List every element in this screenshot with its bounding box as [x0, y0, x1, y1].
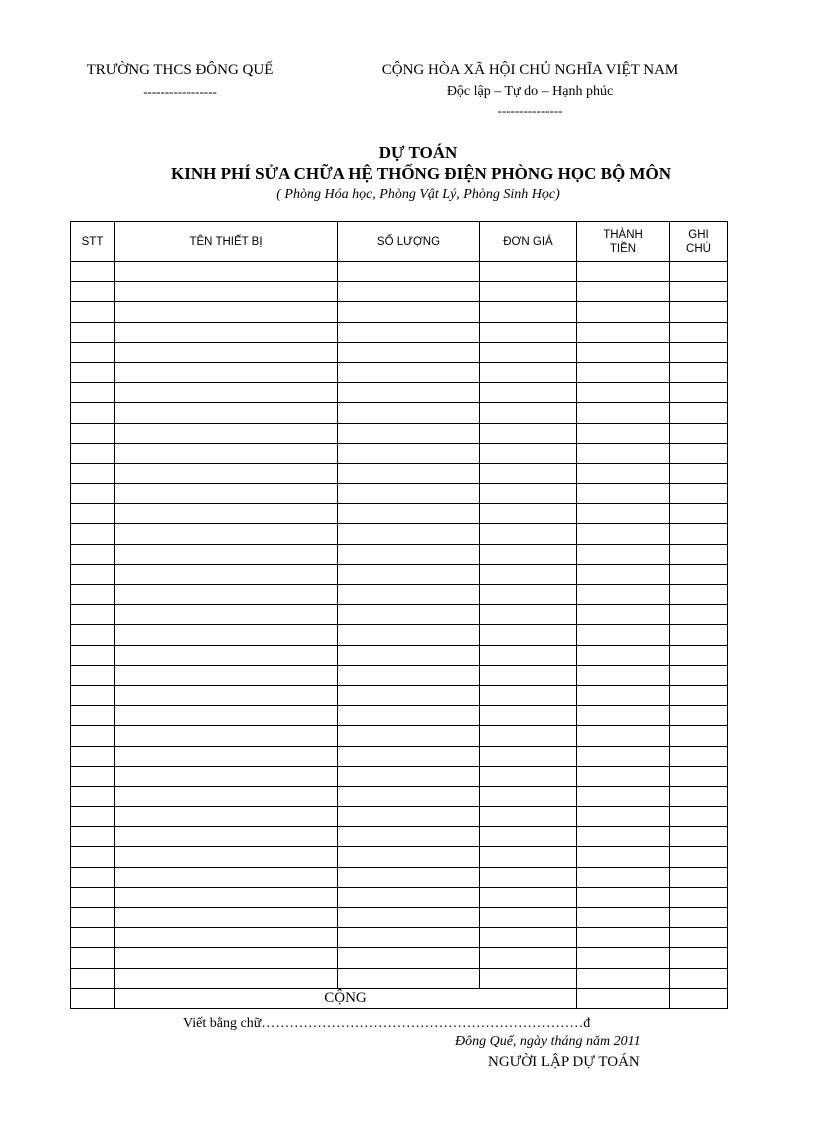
table-cell [338, 726, 480, 746]
table-cell [71, 605, 115, 625]
table-cell [670, 665, 728, 685]
col-header-amount-line2: TIỀN [609, 242, 637, 255]
table-cell [577, 827, 670, 847]
table-cell [670, 786, 728, 806]
total-amount-cell [577, 988, 670, 1008]
table-cell [577, 524, 670, 544]
table-cell [480, 302, 577, 322]
table-cell [670, 928, 728, 948]
table-cell [338, 544, 480, 564]
table-row [71, 504, 728, 524]
table-row [71, 706, 728, 726]
total-label: CỘNG [115, 988, 577, 1008]
table-cell [577, 564, 670, 584]
table-cell [480, 564, 577, 584]
table-row [71, 302, 728, 322]
table-cell [577, 867, 670, 887]
table-row [71, 544, 728, 564]
table-cell [577, 463, 670, 483]
table-cell [577, 706, 670, 726]
table-cell [480, 403, 577, 423]
table-cell [480, 625, 577, 645]
table-cell [115, 625, 338, 645]
table-cell [577, 383, 670, 403]
table-cell [71, 282, 115, 302]
amount-in-words: Viết bằng chữ……………………………………………………………đ [183, 1016, 591, 1031]
table-cell [338, 867, 480, 887]
table-cell [577, 887, 670, 907]
table-cell [480, 484, 577, 504]
table-cell [115, 766, 338, 786]
table-cell [115, 443, 338, 463]
table-cell [115, 908, 338, 928]
table-cell [670, 968, 728, 988]
document-title: DỰ TOÁN [378, 143, 458, 162]
table-cell [338, 342, 480, 362]
table-cell [480, 282, 577, 302]
table-cell [115, 887, 338, 907]
table-cell [71, 968, 115, 988]
table-row [71, 564, 728, 584]
table-cell [71, 544, 115, 564]
table-cell [115, 564, 338, 584]
table-cell [480, 766, 577, 786]
table-cell [115, 665, 338, 685]
table-row [71, 908, 728, 928]
col-header-price: ĐƠN GIÁ [480, 222, 577, 262]
school-name: TRƯỜNG THCS ĐÔNG QUẾ [86, 62, 274, 78]
table-cell [115, 726, 338, 746]
table-cell [480, 726, 577, 746]
table-cell [115, 342, 338, 362]
table-cell [670, 564, 728, 584]
table-cell [338, 948, 480, 968]
table-cell [577, 847, 670, 867]
table-cell [115, 645, 338, 665]
table-cell [338, 262, 480, 282]
table-row [71, 827, 728, 847]
table-cell [577, 807, 670, 827]
table-cell [338, 928, 480, 948]
table-cell [338, 685, 480, 705]
table-cell [480, 887, 577, 907]
table-row [71, 968, 728, 988]
table-cell [670, 423, 728, 443]
table-cell [670, 908, 728, 928]
table-cell [71, 706, 115, 726]
document-scope: ( Phòng Hóa học, Phòng Vật Lý, Phòng Sinh Học) [276, 187, 560, 202]
table-cell [115, 968, 338, 988]
table-cell [71, 726, 115, 746]
table-cell [480, 928, 577, 948]
table-cell [71, 847, 115, 867]
table-cell [670, 807, 728, 827]
table-cell [670, 524, 728, 544]
table-cell [480, 786, 577, 806]
table-row [71, 322, 728, 342]
table-cell [577, 302, 670, 322]
table-row [71, 342, 728, 362]
table-cell [338, 423, 480, 443]
table-cell [115, 544, 338, 564]
table-cell [577, 322, 670, 342]
table-header-row [71, 222, 728, 262]
table-cell [670, 342, 728, 362]
table-cell [115, 524, 338, 544]
table-cell [71, 746, 115, 766]
table-cell [670, 504, 728, 524]
col-header-amount [577, 222, 670, 262]
table-cell [670, 262, 728, 282]
table-cell [577, 544, 670, 564]
table-cell [338, 504, 480, 524]
table-cell [670, 645, 728, 665]
table-cell [577, 282, 670, 302]
table-cell [670, 282, 728, 302]
total-row [71, 988, 728, 1008]
table-cell [577, 504, 670, 524]
table-body [71, 262, 728, 989]
table-cell [577, 342, 670, 362]
table-cell [577, 968, 670, 988]
table-cell [480, 827, 577, 847]
table-cell [670, 605, 728, 625]
table-cell [670, 443, 728, 463]
table-cell [71, 504, 115, 524]
table-row [71, 948, 728, 968]
table-cell [480, 423, 577, 443]
table-cell [670, 948, 728, 968]
table-cell [115, 322, 338, 342]
table-cell [480, 605, 577, 625]
table-row [71, 928, 728, 948]
table-row [71, 746, 728, 766]
table-cell [338, 524, 480, 544]
table-row [71, 423, 728, 443]
table-row [71, 262, 728, 282]
table-cell [577, 665, 670, 685]
table-row [71, 867, 728, 887]
table-cell [115, 463, 338, 483]
table-row [71, 443, 728, 463]
table-cell [670, 887, 728, 907]
table-row [71, 403, 728, 423]
table-cell [71, 625, 115, 645]
table-cell [480, 524, 577, 544]
table-cell [71, 928, 115, 948]
table-cell [670, 766, 728, 786]
table-row [71, 282, 728, 302]
table-cell [577, 948, 670, 968]
table-cell [71, 362, 115, 382]
total-stt-cell [71, 988, 115, 1008]
table-cell [338, 443, 480, 463]
table-cell [338, 887, 480, 907]
table-cell [670, 322, 728, 342]
table-cell [670, 544, 728, 564]
table-cell [480, 362, 577, 382]
col-header-amount-line1: THÀNH [603, 228, 643, 241]
table-cell [115, 302, 338, 322]
signer-title: NGƯỜI LẬP DỰ TOÁN [488, 1054, 640, 1070]
table-cell [480, 706, 577, 726]
table-row [71, 605, 728, 625]
table-cell [338, 908, 480, 928]
table-cell [480, 322, 577, 342]
table-cell [480, 867, 577, 887]
table-cell [338, 484, 480, 504]
table-cell [577, 403, 670, 423]
table-cell [115, 948, 338, 968]
table-cell [115, 807, 338, 827]
table-row [71, 685, 728, 705]
table-cell [670, 867, 728, 887]
table-cell [71, 564, 115, 584]
motto-divider: --------------- [497, 103, 563, 118]
table-cell [338, 282, 480, 302]
table-cell [338, 645, 480, 665]
table-cell [71, 403, 115, 423]
table-row [71, 463, 728, 483]
table-cell [577, 786, 670, 806]
table-cell [338, 665, 480, 685]
table-cell [480, 968, 577, 988]
estimate-table [70, 221, 728, 1009]
table-cell [577, 685, 670, 705]
table-cell [577, 585, 670, 605]
table-cell [670, 302, 728, 322]
table-cell [71, 322, 115, 342]
table-row [71, 807, 728, 827]
table-cell [71, 807, 115, 827]
table-cell [71, 342, 115, 362]
table-row [71, 665, 728, 685]
table-cell [480, 685, 577, 705]
table-row [71, 726, 728, 746]
table-cell [115, 867, 338, 887]
table-cell [577, 908, 670, 928]
table-cell [338, 706, 480, 726]
table-cell [338, 847, 480, 867]
col-header-note [670, 222, 728, 262]
table-cell [115, 585, 338, 605]
total-note-cell [670, 988, 728, 1008]
table-cell [115, 605, 338, 625]
table-cell [338, 786, 480, 806]
table-cell [71, 423, 115, 443]
table-row [71, 484, 728, 504]
table-cell [71, 887, 115, 907]
table-cell [338, 463, 480, 483]
table-cell [480, 342, 577, 362]
table-cell [115, 746, 338, 766]
table-cell [670, 585, 728, 605]
table-cell [338, 322, 480, 342]
table-cell [480, 948, 577, 968]
table-cell [338, 827, 480, 847]
table-cell [480, 544, 577, 564]
table-cell [71, 302, 115, 322]
table-cell [115, 706, 338, 726]
table-cell [71, 685, 115, 705]
table-row [71, 383, 728, 403]
table-cell [670, 403, 728, 423]
table-cell [670, 685, 728, 705]
table-cell [338, 383, 480, 403]
col-header-qty: SỐ LƯỢNG [338, 222, 480, 262]
table-row [71, 887, 728, 907]
table-cell [577, 423, 670, 443]
table-cell [338, 362, 480, 382]
table-cell [71, 484, 115, 504]
table-cell [480, 443, 577, 463]
table-row [71, 625, 728, 645]
table-cell [338, 746, 480, 766]
table-cell [670, 362, 728, 382]
table-row [71, 645, 728, 665]
table-cell [115, 262, 338, 282]
table-cell [577, 928, 670, 948]
table-cell [670, 726, 728, 746]
table-cell [577, 443, 670, 463]
table-cell [480, 383, 577, 403]
col-header-note-line1: GHI [688, 228, 709, 241]
school-divider: ----------------- [143, 84, 217, 99]
table-cell [577, 484, 670, 504]
table-cell [577, 726, 670, 746]
table-cell [670, 463, 728, 483]
table-cell [338, 605, 480, 625]
table-cell [670, 383, 728, 403]
table-cell [338, 585, 480, 605]
table-cell [115, 484, 338, 504]
col-header-note-line2: CHÚ [686, 242, 711, 255]
table-cell [670, 746, 728, 766]
table-cell [71, 827, 115, 847]
table-cell [577, 746, 670, 766]
table-cell [71, 443, 115, 463]
table-cell [480, 585, 577, 605]
table-cell [338, 968, 480, 988]
table-cell [480, 847, 577, 867]
table-cell [338, 625, 480, 645]
table-cell [480, 746, 577, 766]
table-cell [115, 685, 338, 705]
table-cell [670, 827, 728, 847]
table-cell [71, 867, 115, 887]
table-cell [480, 262, 577, 282]
table-cell [71, 908, 115, 928]
table-row [71, 524, 728, 544]
col-header-stt: STT [71, 222, 115, 262]
table-cell [115, 504, 338, 524]
table-row [71, 766, 728, 786]
table-cell [115, 403, 338, 423]
table-cell [577, 605, 670, 625]
place-date: Đông Quế, ngày tháng năm 2011 [455, 1034, 641, 1049]
col-header-name: TÊN THIẾT BỊ [115, 222, 338, 262]
table-cell [115, 383, 338, 403]
table-cell [480, 807, 577, 827]
table-cell [71, 948, 115, 968]
table-cell [115, 847, 338, 867]
table-cell [480, 665, 577, 685]
table-cell [480, 463, 577, 483]
table-row [71, 362, 728, 382]
table-row [71, 786, 728, 806]
table-cell [480, 908, 577, 928]
table-cell [577, 625, 670, 645]
table-cell [71, 262, 115, 282]
table-cell [577, 262, 670, 282]
table-row [71, 847, 728, 867]
table-cell [71, 786, 115, 806]
table-cell [71, 645, 115, 665]
table-cell [115, 786, 338, 806]
table-cell [338, 302, 480, 322]
table-cell [71, 585, 115, 605]
table-cell [577, 645, 670, 665]
table-cell [338, 807, 480, 827]
table-cell [115, 928, 338, 948]
table-cell [115, 362, 338, 382]
table-cell [71, 383, 115, 403]
table-cell [670, 625, 728, 645]
table-cell [670, 847, 728, 867]
table-cell [577, 766, 670, 786]
national-motto: Độc lập – Tự do – Hạnh phúc [446, 84, 614, 99]
table-cell [115, 282, 338, 302]
table-cell [115, 423, 338, 443]
nation-name: CỘNG HÒA XÃ HỘI CHỦ NGHĨA VIỆT NAM [381, 62, 679, 78]
table-cell [480, 645, 577, 665]
table-cell [71, 463, 115, 483]
table-cell [71, 766, 115, 786]
table-cell [670, 484, 728, 504]
table-cell [670, 706, 728, 726]
table-cell [338, 403, 480, 423]
table-cell [338, 564, 480, 584]
table-cell [71, 665, 115, 685]
table-cell [480, 504, 577, 524]
table-cell [338, 766, 480, 786]
table-cell [577, 362, 670, 382]
table-cell [71, 524, 115, 544]
table-row [71, 585, 728, 605]
document-subject: KINH PHÍ SỬA CHỮA HỆ THỐNG ĐIỆN PHÒNG HỌC BỘ MÔN [171, 164, 671, 183]
table-cell [115, 827, 338, 847]
